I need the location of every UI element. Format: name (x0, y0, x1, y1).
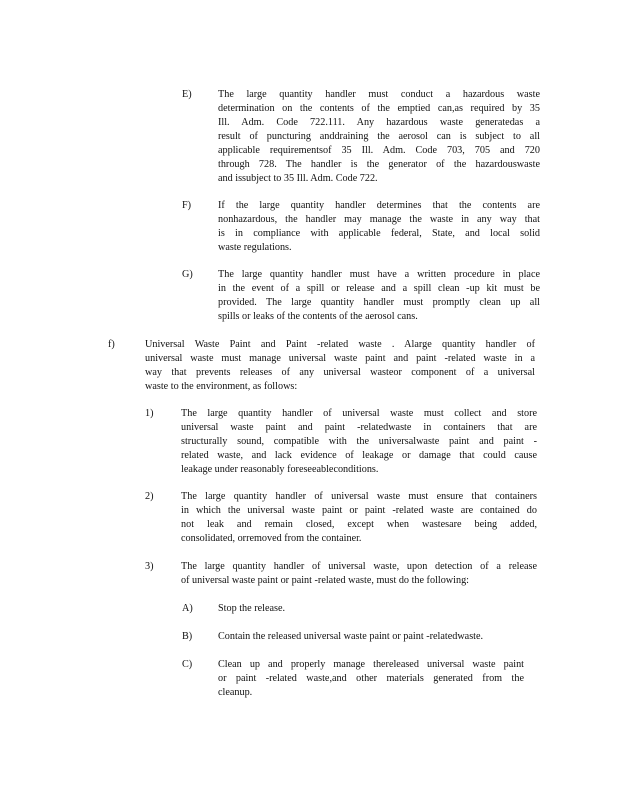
paragraph-label: 3) (145, 561, 154, 572)
paragraph-text: The large quantity handler of universal waste must ensure that containers in which the universal waste paint or paint -related waste are contained do not leak and remain closed, except when wastesare being added, consolidated, orremoved from the container. (181, 491, 537, 544)
paragraph-label: f) (108, 339, 115, 350)
paragraph-label: E) (182, 89, 192, 100)
paragraph-text: Contain the released universal waste paint or paint -relatedwaste. (218, 631, 484, 642)
paragraph-text: Stop the release. (218, 603, 286, 614)
paragraph-text: If the large quantity handler determines that the contents are nonhazardous, the handler may manage the waste in any way that is in compliance with applicable federal, State, and local solid waste regulations. (218, 200, 540, 253)
paragraph-label: F) (182, 200, 192, 211)
paragraph-label: 1) (145, 408, 154, 419)
paragraph-label: C) (182, 659, 193, 670)
paragraph-label: A) (182, 603, 193, 614)
paragraph-text: The large quantity handler must have a written procedure in place in the event of a spill or release and a spill clean -up kit must be provided. The large quantity handler must promptly clean up all spills or leaks of the contents of the aerosol cans. (218, 269, 540, 322)
paragraph-label: G) (182, 269, 193, 280)
paragraph-text: The large quantity handler of universal waste must collect and store universal waste paint and paint -relatedwaste in containers that are structurally sound, compatible with the universalwaste paint and paint - related waste, and lack evidence of leakage or damage that could cause leakage under reasonably foreseeableconditions. (181, 408, 537, 475)
paragraph-label: 2) (145, 491, 154, 502)
paragraph-text: The large quantity handler of universal waste, upon detection of a release of universal waste paint or paint -related waste, must do the following: (181, 561, 537, 586)
paragraph-label: B) (182, 631, 193, 642)
paragraph-text: The large quantity handler must conduct a hazardous waste determination on the contents of the emptied can,as required by 35 Ill. Adm. Code 722.111. Any hazardous waste generatedas a result of puncturing anddraining the aerosol can is subject to all applicable requirementsof 35 Ill. Adm. Code 703, 705 and 720 through 728. The handler is the generator of the hazardouswaste and issubject to 35 Ill. Adm. Code 722. (218, 89, 540, 184)
paragraph-text: Clean up and properly manage thereleased universal waste paint or paint -related waste,and other materials generated from the cleanup. (218, 659, 524, 698)
paragraph-text: Universal Waste Paint and Paint -related waste . Alarge quantity handler of universal waste must manage universal waste paint and paint -related waste in a way that prevents releases of any universal wasteor component of a universal waste to the environment, as follows: (145, 339, 535, 392)
